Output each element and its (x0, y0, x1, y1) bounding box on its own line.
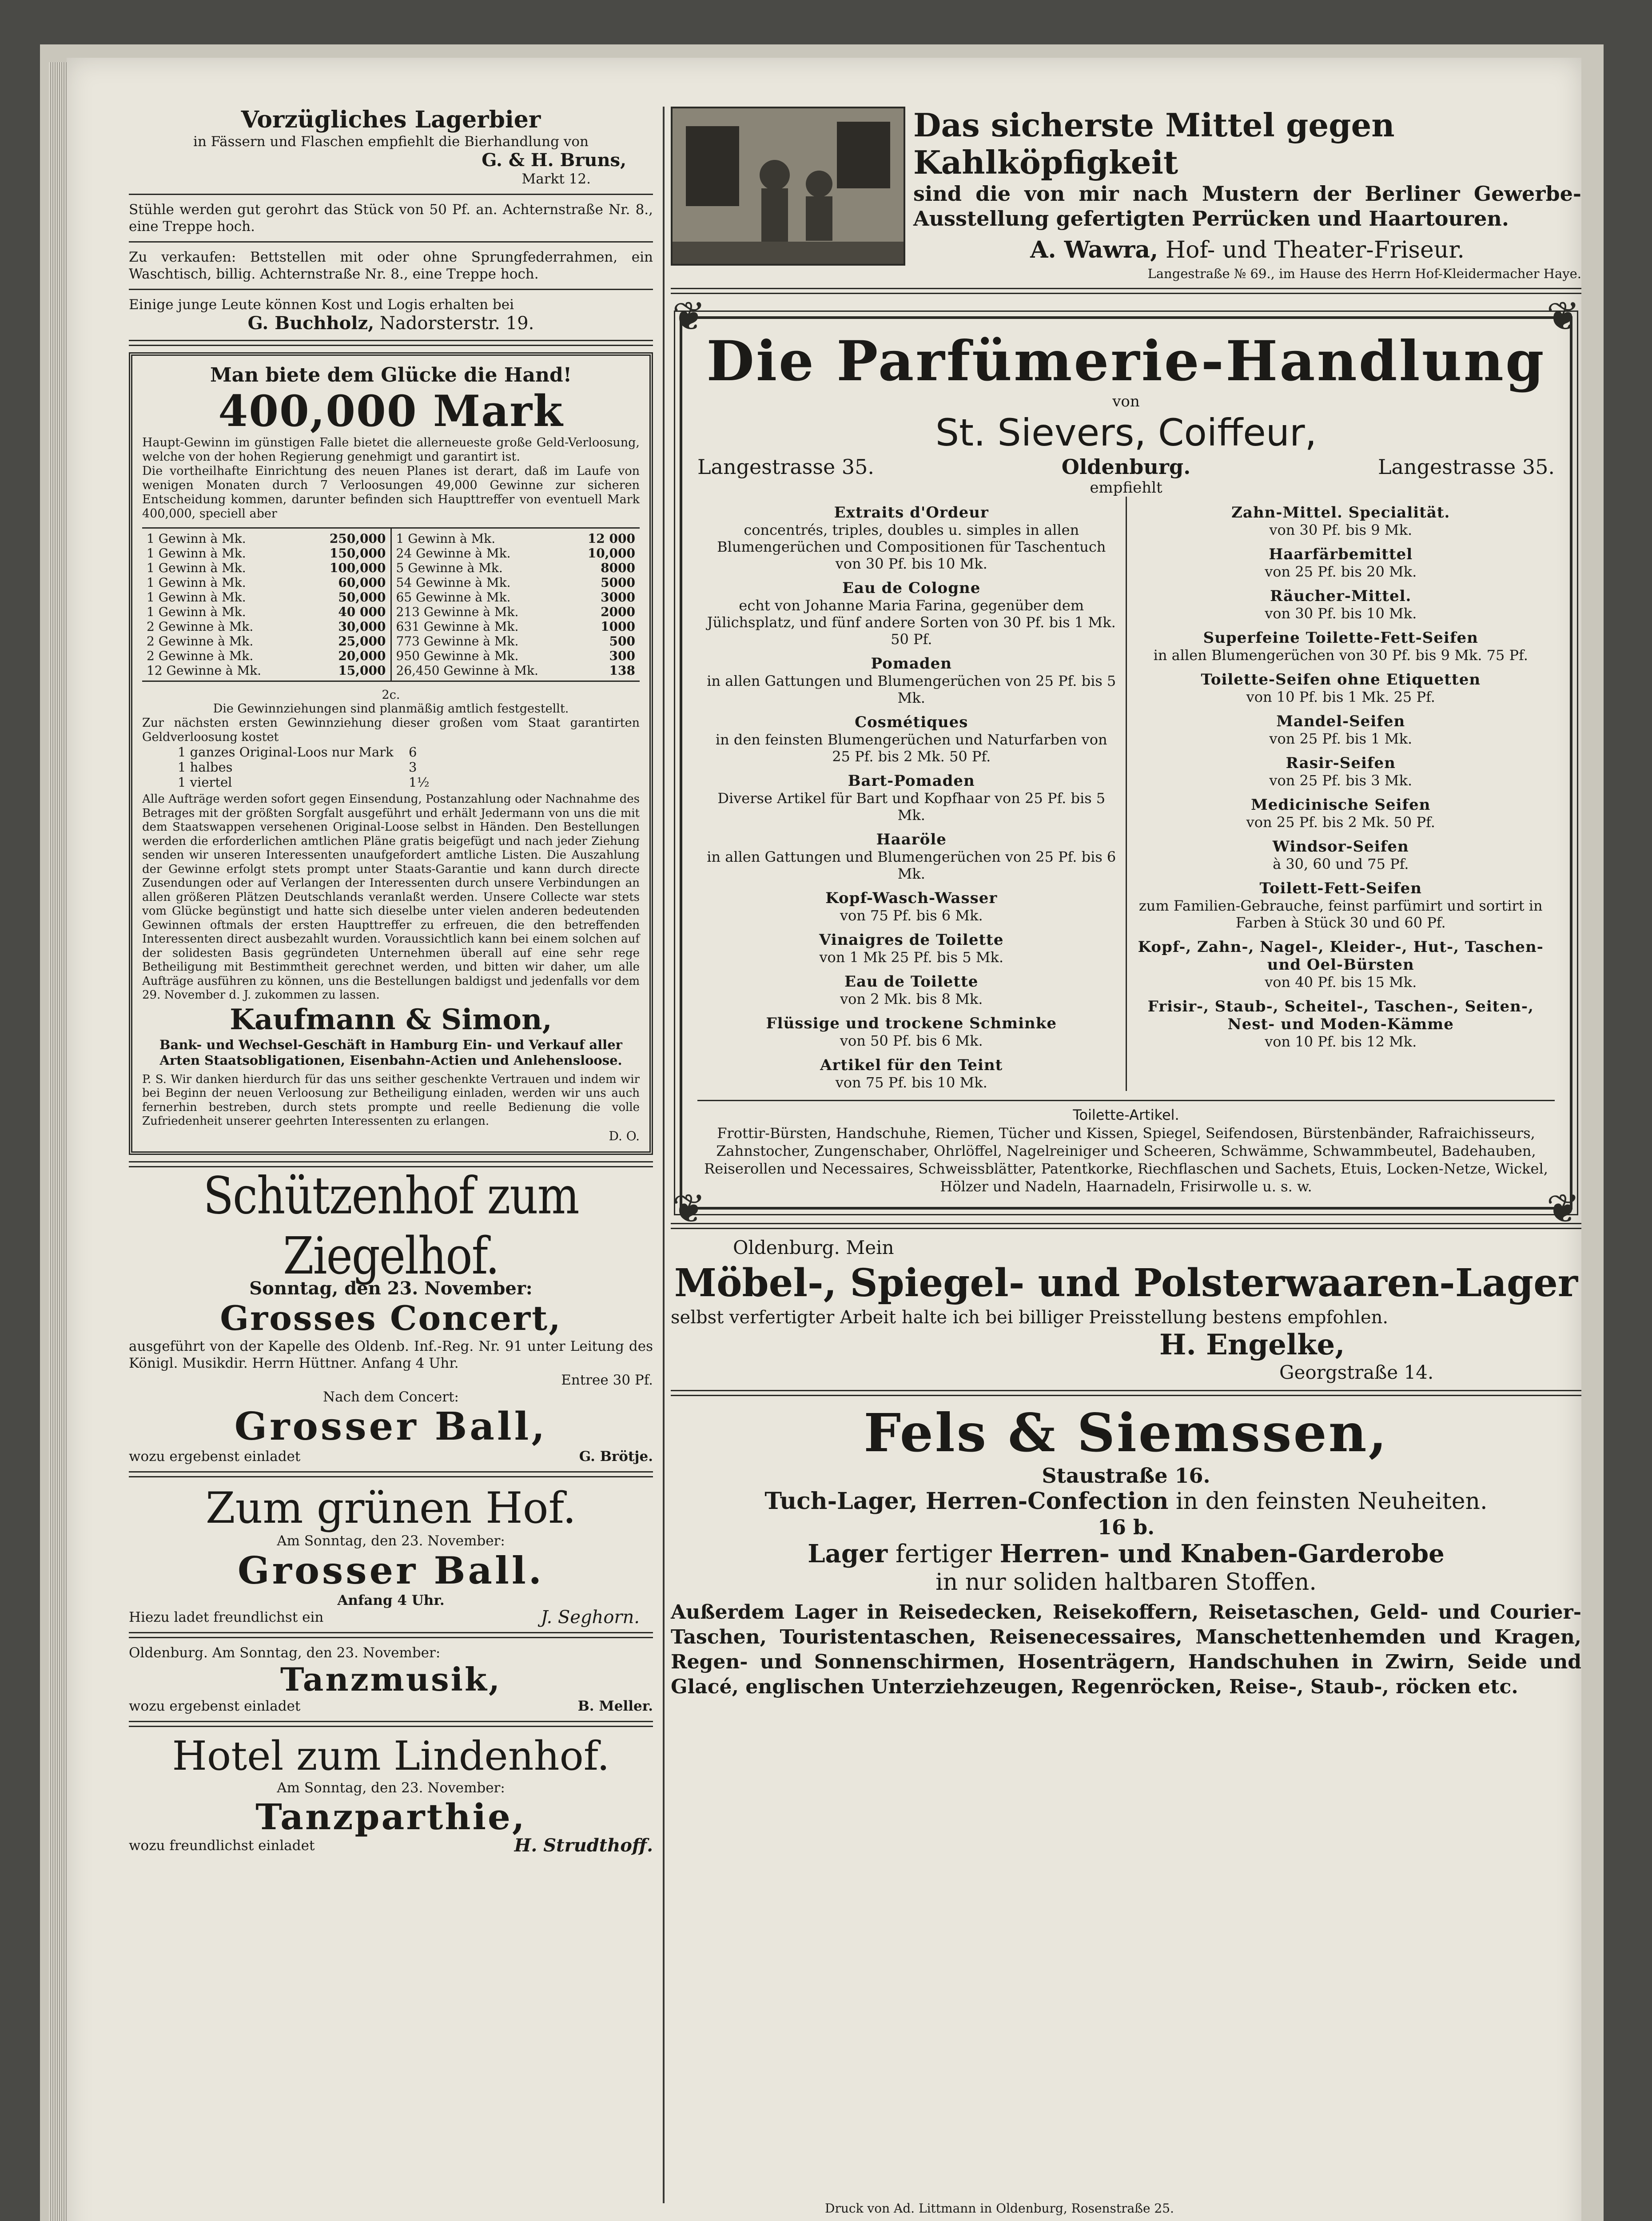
schuetzen-invite: wozu ergebenst einladet (129, 1448, 301, 1465)
prize-amount: 15,000 (338, 663, 386, 678)
price-label: 1 halbes (178, 760, 233, 775)
parf-product-columns (697, 497, 1555, 1091)
parf-title: Die Parfümerie-Handlung (706, 329, 1546, 394)
prize-amount: 150,000 (329, 546, 386, 561)
lottery-firm-desc: Bank- und Wechsel-Geschäft in Hamburg Ein- und Verkauf aller Arten Staatsobligationen, Eisenbahn-Actien und Anlehensloose. (159, 1037, 622, 1068)
schuetzen-entree: Entree 30 Pf. (561, 1372, 653, 1388)
parf-von: von (1112, 393, 1140, 410)
lager-firm: G. & H. Bruns, (482, 150, 626, 171)
product-item (705, 713, 1119, 765)
lindenhof-ad (129, 1733, 653, 1854)
schuetzen-after: Nach dem Concert: (322, 1389, 459, 1405)
lottery-ps: P. S. Wir danken hierdurch für das uns seither geschenkte Vertrauen und indem wir bei Beginn der neuen Verloosung zur Betheiligung einladen, werden wir uns auch fernerhin bestreben, durch stets prompte und reelle Bedienung die volle Zufriedenheit unserer geehrten Interessenten zu erlangen. (142, 1072, 640, 1128)
prize-label: 1 Gewinn à Mk. (396, 531, 496, 546)
product-desc: von 10 Pf. bis 12 Mk. (1265, 1033, 1417, 1050)
price-label: 1 viertel (178, 775, 232, 790)
gruener-hof-ad (129, 1484, 653, 1626)
prize-row (396, 590, 636, 605)
product-title: Toilett-Fett-Seifen (1259, 880, 1422, 897)
right-column (671, 107, 1581, 1700)
product-title: Kopf-, Zahn-, Nagel-, Kleider-, Hut-, Taschen- und Oel-Bürsten (1138, 938, 1544, 974)
logis-ad (129, 296, 653, 334)
schuetzen-text: ausgeführt von der Kapelle des Oldenb. Inf.-Reg. Nr. 91 unter Leitung des Königl. Musikdir. Herrn Hüttner. Anfang 4 Uhr. (129, 1338, 653, 1371)
prize-amount: 50,000 (338, 590, 386, 605)
parf-right-list (1127, 497, 1555, 1091)
linden-invite: wozu freundlichst einladet (129, 1837, 315, 1854)
prize-row (396, 605, 636, 619)
price-label: 1 ganzes Original-Loos nur Mark (178, 744, 394, 760)
prize-row (147, 531, 386, 546)
lottery-etc: 2c. (382, 688, 400, 702)
divider (129, 340, 653, 346)
product-desc: von 25 Pf. bis 3 Mk. (1269, 772, 1413, 789)
corner-ornament-icon: ❦ (1546, 1186, 1580, 1232)
product-title: Cosmétiques (855, 713, 968, 731)
salon-illustration (671, 107, 905, 266)
divider (129, 1721, 653, 1727)
product-title: Superfeine Toilette-Fett-Seifen (1203, 629, 1478, 647)
divider (129, 241, 653, 243)
lottery-intro: Haupt-Gewinn im günstigen Falle bietet die allerneueste große Geld-Verloosung, welche von der hohen Regierung genehmigt und garantirt ist. (142, 436, 640, 464)
prize-row (396, 634, 636, 649)
gruen-ball: Grosser Ball. (237, 1548, 545, 1592)
prize-column-right (392, 529, 640, 681)
prize-amount: 25,000 (338, 634, 386, 649)
product-title: Rasir-Seifen (1286, 754, 1396, 772)
prize-label: 950 Gewinne à Mk. (396, 649, 519, 663)
prize-amount: 8000 (601, 561, 635, 575)
prize-label: 54 Gewinne à Mk. (396, 575, 511, 590)
price-value: 3 (409, 760, 417, 775)
parf-addr-right: Langestrasse 35. (1377, 455, 1555, 479)
schuetzen-name: G. Brötje. (579, 1448, 653, 1465)
product-desc: à 30, 60 und 75 Pf. (1273, 856, 1409, 872)
prize-amount: 250,000 (329, 531, 386, 546)
prize-label: 213 Gewinne à Mk. (396, 605, 519, 619)
prize-label: 2 Gewinne à Mk. (147, 649, 254, 663)
prize-amount: 60,000 (338, 575, 386, 590)
prize-amount: 2000 (601, 605, 635, 619)
fels-line2d: in nur soliden haltbaren Stoffen. (935, 1569, 1317, 1596)
prize-label: 65 Gewinne à Mk. (396, 590, 511, 605)
prize-amount: 300 (609, 649, 635, 663)
product-desc: in allen Gattungen und Blumengerüchen von 25 Pf. bis 6 Mk. (707, 848, 1116, 882)
lottery-ad (129, 352, 653, 1155)
product-title: Zahn-Mittel. Specialität. (1231, 504, 1450, 521)
product-desc: in allen Gattungen und Blumengerüchen von 25 Pf. bis 5 Mk. (707, 673, 1116, 706)
lottery-amount: 400,000 Mark (218, 386, 564, 436)
product-item (1134, 629, 1548, 664)
product-item (1134, 754, 1548, 789)
tanz-name: B. Meller. (577, 1698, 653, 1714)
prize-row (147, 605, 386, 619)
wawra-addr: Langestraße № 69., im Hause des Herrn Hof-Kleidermacher Haye. (1147, 266, 1581, 281)
fels-title: Fels & Siemssen, (864, 1402, 1389, 1464)
corner-ornament-icon: ❦ (1546, 293, 1580, 340)
product-item (1134, 838, 1548, 872)
wawra-ad (671, 107, 1581, 282)
prize-label: 12 Gewinne à Mk. (147, 663, 262, 678)
parf-addr-left: Langestrasse 35. (697, 455, 874, 479)
product-desc: zum Familien-Gebrauche, feinst parfümirt und sortirt in Farben à Stück 30 und 60 Pf. (1138, 897, 1543, 931)
lottery-next: Zur nächsten ersten Gewinnziehung dieser großen vom Staat garantirten Geldverloosung kostet (142, 716, 640, 744)
schuetzen-event: Grosses Concert, (220, 1298, 562, 1338)
engelke-addr: Georgstraße 14. (1279, 1361, 1434, 1383)
product-item (705, 579, 1119, 648)
prize-amount: 5000 (601, 575, 635, 590)
product-item (1134, 796, 1548, 831)
product-item (705, 931, 1119, 966)
schuetzen-title: Schützenhof zum Ziegelhof. (203, 1165, 579, 1286)
prize-amount: 20,000 (338, 649, 386, 663)
product-item (1134, 938, 1548, 991)
lottery-intro2: Die vortheilhafte Einrichtung des neuen Planes ist derart, daß im Laufe von wenigen Monaten durch 7 Verloosungen 49,000 Gewinne zur sicheren Entscheidung kommen, darunter befinden sich Haupttreffer von eventuell Mark 400,000, speciell aber (142, 464, 640, 521)
product-desc: von 1 Mk 25 Pf. bis 5 Mk. (819, 949, 1004, 966)
divider (129, 289, 653, 290)
product-title: Frisir-, Staub-, Scheitel-, Taschen-, Seiten-, Nest- und Moden-Kämme (1147, 998, 1534, 1033)
prize-label: 1 Gewinn à Mk. (147, 561, 246, 575)
product-item (705, 889, 1119, 924)
lager-text: in Fässern und Flaschen empfiehlt die Bierhandlung von (193, 134, 589, 150)
product-desc: in den feinsten Blumengerüchen und Naturfarben von 25 Pf. bis 2 Mk. 50 Pf. (715, 731, 1107, 765)
prize-label: 1 Gewinn à Mk. (147, 575, 246, 590)
product-desc: Diverse Artikel für Bart und Kopfhaar von 25 Pf. bis 5 Mk. (717, 790, 1106, 824)
prize-label: 631 Gewinne à Mk. (396, 619, 519, 634)
product-desc: concentrés, triples, doubles u. simples in allen Blumengerüchen und Compositionen für Taschentuch von 30 Pf. bis 10 Mk. (717, 521, 1106, 572)
price-row (178, 775, 640, 790)
product-desc: von 25 Pf. bis 2 Mk. 50 Pf. (1246, 814, 1435, 831)
prize-row (147, 590, 386, 605)
corner-ornament-icon: ❦ (672, 1186, 706, 1232)
tanz-invite: wozu ergebenst einladet (129, 1698, 301, 1714)
corner-ornament-icon: ❦ (672, 293, 706, 340)
product-title: Räucher-Mittel. (1270, 587, 1412, 605)
engelke-ad (671, 1235, 1581, 1384)
prize-row (147, 663, 386, 678)
divider (671, 1390, 1581, 1396)
lottery-ziehung: Die Gewinnziehungen sind planmäßig amtlich festgestellt. (213, 702, 569, 716)
linden-title: Hotel zum Lindenhof. (172, 1732, 610, 1779)
product-item (705, 655, 1119, 706)
product-item (705, 772, 1119, 824)
printer-imprint: Druck von Ad. Littmann in Oldenburg, Rosenstraße 25. (825, 2201, 1174, 2216)
lager-title: Vorzügliches Lagerbier (241, 106, 541, 133)
divider (129, 1632, 653, 1638)
product-desc: von 30 Pf. bis 10 Mk. (1265, 605, 1417, 622)
product-desc: von 75 Pf. bis 10 Mk. (835, 1074, 987, 1091)
tanz-event: Tanzmusik, (280, 1660, 502, 1698)
gruen-name: J. Seghorn. (541, 1607, 640, 1628)
prize-column-left (142, 529, 392, 681)
product-title: Bart-Pomaden (848, 772, 975, 790)
product-title: Toilette-Seifen ohne Etiquetten (1201, 671, 1481, 689)
prize-row (396, 663, 636, 678)
wawra-title: Das sicherste Mittel gegen Kahlköpfigkeit (913, 106, 1395, 181)
gruen-invite: Hiezu ladet freundlichst ein (129, 1609, 324, 1625)
toilette-text: Frottir-Bürsten, Handschuhe, Riemen, Tücher und Kissen, Spiegel, Seifendosen, Bürstenbänder, Rafraichisseurs, Zahnstocher, Zungenschaber, Ohrlöffel, Nagelreiniger und Scheeren, Schwämme, Schwammbeutel, Badehauben, Reiserollen und Necessaires, Schweissblätter, Patentkorke, Riechflaschen und Sachets, Etuis, Locken-Netze, Wickel, Hölzer und Nadeln, Haarnadeln, Frisirwolle u. s. w. (704, 1125, 1548, 1195)
lager-ad (129, 107, 653, 187)
tanzmusik-ad (129, 1644, 653, 1715)
prize-amount: 500 (609, 634, 635, 649)
stuehle-ad: Stühle werden gut gerohrt das Stück von 50 Pf. an. Achternstraße Nr. 8., eine Treppe hoch. (129, 202, 653, 235)
product-desc: von 30 Pf. bis 9 Mk. (1269, 521, 1413, 538)
column-separator (663, 107, 665, 2203)
prize-row (396, 649, 636, 663)
fels-text: Außerdem Lager in Reisedecken, Reisekoffern, Reisetaschen, Geld- und Courier-Taschen, Touristentaschen, Reisenecessaires, Manschettenhemden und Kragen, Regen- und Sonnenschirmen, Hosenträgern, Handschuhen in Zwirn, Seide und Glacé, englischen Unterziehzeugen, Regenröcken, Reise-, Staub-, röcken etc. (671, 1601, 1581, 1698)
lottery-head: Man biete dem Glücke die Hand! (210, 364, 572, 386)
engelke-title: Möbel-, Spiegel- und Polsterwaaren-Lager (674, 1261, 1578, 1306)
product-item (705, 1015, 1119, 1049)
wawra-name: A. Wawra, (1030, 236, 1158, 263)
product-title: Kopf-Wasch-Wasser (825, 889, 998, 907)
prize-row (396, 561, 636, 575)
prize-label: 773 Gewinne à Mk. (396, 634, 519, 649)
prize-amount: 10,000 (587, 546, 635, 561)
product-desc: von 2 Mk. bis 8 Mk. (840, 991, 983, 1007)
prize-label: 24 Gewinne à Mk. (396, 546, 511, 561)
product-title: Extraits d'Ordeur (834, 504, 989, 521)
prize-row (396, 575, 636, 590)
fels-addr: Staustraße 16. (1042, 1464, 1210, 1488)
schuetzen-date: Sonntag, den 23. November: (249, 1278, 533, 1299)
prize-label: 5 Gewinne à Mk. (396, 561, 503, 575)
prize-amount: 100,000 (329, 561, 386, 575)
prize-row (396, 546, 636, 561)
product-title: Haaröle (876, 831, 947, 848)
prize-row (396, 531, 636, 546)
engelke-name: H. Engelke, (1159, 1328, 1345, 1361)
product-desc: von 25 Pf. bis 20 Mk. (1265, 563, 1417, 580)
product-item (705, 504, 1119, 572)
prize-amount: 138 (609, 663, 635, 678)
fels-siemssen-ad (671, 1402, 1581, 1700)
prize-label: 1 Gewinn à Mk. (147, 590, 246, 605)
product-title: Flüssige und trockene Schminke (766, 1015, 1057, 1032)
divider (671, 1223, 1581, 1229)
product-title: Eau de Cologne (842, 579, 981, 597)
product-item (1134, 504, 1548, 538)
product-desc: echt von Johanne Maria Farina, gegenüber dem Jülichsplatz, und fünf andere Sorten von 30 Pf. bis 1 Mk. 50 Pf. (707, 597, 1116, 648)
product-item (1134, 587, 1548, 622)
prize-row (147, 634, 386, 649)
logis-addr: Nadorsterstr. 19. (379, 313, 534, 334)
verkaufen-ad: Zu verkaufen: Bettstellen mit oder ohne Sprungfederrahmen, ein Waschtisch, billig. Achternstraße Nr. 8., eine Treppe hoch. (129, 249, 653, 282)
product-desc: in allen Blumengerüchen von 30 Pf. bis 9 Mk. 75 Pf. (1153, 647, 1528, 664)
fels-line2c: Herren- und Knaben-Garderobe (999, 1539, 1445, 1568)
price-value: 6 (409, 744, 417, 760)
product-desc: von 75 Pf. bis 6 Mk. (840, 907, 983, 924)
engelke-text: selbst verfertigter Arbeit halte ich bei billiger Preisstellung bestens empfohlen. (671, 1307, 1389, 1328)
lottery-sign: D. O. (609, 1128, 640, 1143)
prize-amount: 40 000 (338, 605, 386, 619)
wawra-role: Hof- und Theater-Friseur. (1165, 237, 1465, 263)
gruen-title: Zum grünen Hof. (205, 1483, 577, 1533)
product-item (705, 1056, 1119, 1091)
schuetzen-ball: Grosser Ball, (234, 1404, 548, 1449)
product-desc: von 25 Pf. bis 1 Mk. (1269, 730, 1413, 747)
price-row (178, 744, 640, 760)
prize-row (147, 619, 386, 634)
product-item (1134, 545, 1548, 580)
prize-label: 2 Gewinne à Mk. (147, 619, 254, 634)
left-column (129, 107, 653, 1854)
schuetzenhof-ad (129, 1165, 653, 1465)
linden-name: H. Strudthoff. (514, 1835, 653, 1856)
parf-city: Oldenburg. (1061, 455, 1191, 479)
prize-amount: 3000 (601, 590, 635, 605)
lottery-prize-table (142, 527, 640, 682)
product-desc: von 10 Pf. bis 1 Mk. 25 Pf. (1246, 689, 1435, 705)
linden-event: Tanzparthie, (255, 1795, 526, 1838)
prize-label: 1 Gewinn à Mk. (147, 605, 246, 619)
divider (129, 1471, 653, 1477)
product-desc: von 50 Pf. bis 6 Mk. (840, 1032, 983, 1049)
lottery-body: Alle Aufträge werden sofort gegen Einsendung, Postanzahlung oder Nachnahme des Betrages mit der größten Sorgfalt ausgeführt und erhält Jedermann von uns die mit dem Staatswappen versehenen Original-Loose selbst in Händen. Den Bestellungen werden die erforderlichen amtlichen Pläne gratis beigefügt und nach jeder Ziehung senden wir unseren Interessenten unaufgefordert amtliche Listen. Die Auszahlung der Gewinne erfolgt stets prompt unter Staats-Garantie und kann durch directe Zusendungen oder auf Verlangen der Interessenten durch unsere Verbindungen an allen größeren Plätzen Deutschlands veranlaßt werden. Unsere Collecte war stets vom Glücke begünstigt und hatte sich dieselbe unter vielen anderen bedeutenden Gewinnen oftmals der ersten Haupttreffer zu erfreuen, die den betreffenden Interessenten direct ausbezahlt wurden. Voraussichtlich kann bei einem solchen auf der solidesten Basis gegründeten Unternehmen überall auf eine sehr rege Betheiligung mit Bestimmtheit gerechnet werden, und bitten wir daher, um alle Aufträge ausführen zu können, uns die Bestellungen baldigst und jedenfalls vor dem 29. November d. J. zukommen zu lassen. (142, 792, 640, 1002)
product-title: Vinaigres de Toilette (819, 931, 1004, 949)
lager-addr: Markt 12. (521, 171, 591, 187)
prize-row (147, 649, 386, 663)
product-item (1134, 998, 1548, 1050)
product-item (1134, 880, 1548, 931)
logis-name: G. Buchholz, (247, 313, 374, 334)
parf-emp: empfiehlt (1090, 479, 1162, 497)
prize-amount: 12 000 (587, 531, 635, 546)
product-title: Eau de Toilette (844, 973, 979, 991)
gruen-start: Anfang 4 Uhr. (337, 1592, 445, 1608)
parf-name: St. Sievers, Coiffeur, (935, 411, 1317, 454)
prize-label: 1 Gewinn à Mk. (147, 531, 246, 546)
price-row (178, 760, 640, 775)
prize-label: 2 Gewinne à Mk. (147, 634, 254, 649)
product-item (1134, 671, 1548, 705)
wawra-text: sind die von mir nach Mustern der Berliner Gewerbe-Ausstellung gefertigten Perrücken und Haartouren. (913, 182, 1581, 231)
product-desc: von 40 Pf. bis 15 Mk. (1265, 974, 1417, 991)
fels-line1b: in den feinsten Neuheiten. (1175, 1488, 1488, 1515)
engelke-line: Oldenburg. Mein (733, 1237, 894, 1258)
fels-line2b: fertiger (895, 1540, 992, 1568)
parfuemerie-ad (672, 293, 1580, 1232)
prize-label: 1 Gewinn à Mk. (147, 546, 246, 561)
fels-line2a: Lager (808, 1539, 888, 1568)
product-title: Mandel-Seifen (1276, 712, 1405, 730)
product-title: Artikel für den Teint (820, 1056, 1003, 1074)
product-item (705, 831, 1119, 882)
logis-text: Einige junge Leute können Kost und Logis erhalten bei (129, 297, 514, 313)
lottery-firm: Kaufmann & Simon, (230, 1003, 552, 1036)
prize-row (396, 619, 636, 634)
parf-left-list (697, 497, 1127, 1091)
tanz-line: Oldenburg. Am Sonntag, den 23. November: (129, 1644, 441, 1661)
divider (129, 194, 653, 195)
prize-row (147, 546, 386, 561)
prize-label: 26,450 Gewinne à Mk. (396, 663, 538, 678)
toilette-title: Toilette-Artikel. (1073, 1107, 1179, 1123)
divider (671, 288, 1581, 294)
price-value: 1½ (409, 775, 430, 790)
fels-addr2: 16 b. (1097, 1515, 1155, 1539)
prize-amount: 30,000 (338, 619, 386, 634)
product-title: Medicinische Seifen (1251, 796, 1431, 814)
product-item (705, 973, 1119, 1007)
fels-line1a: Tuch-Lager, Herren-Confection (764, 1488, 1169, 1515)
product-title: Haarfärbemittel (1269, 545, 1413, 563)
lottery-prices (142, 744, 640, 790)
prize-row (147, 575, 386, 590)
prize-row (147, 561, 386, 575)
product-title: Pomaden (871, 655, 952, 673)
linden-date: Am Sonntag, den 23. November: (277, 1779, 505, 1796)
product-item (1134, 712, 1548, 747)
gruen-date: Am Sonntag, den 23. November: (277, 1532, 505, 1549)
product-title: Windsor-Seifen (1272, 838, 1409, 856)
prize-amount: 1000 (601, 619, 635, 634)
